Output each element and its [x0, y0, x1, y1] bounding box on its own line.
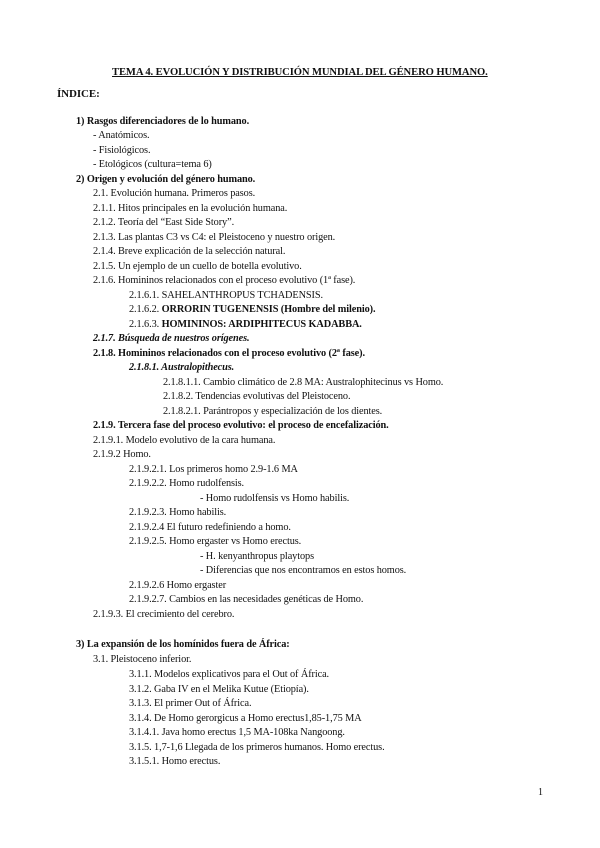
- index-entry: - Diferencias que nos encontramos en estos homos.: [200, 565, 407, 576]
- index-entry: - Homo rudolfensis vs Homo habilis.: [200, 493, 350, 504]
- index-entry: 2.1.8.2.1. Parántropos y especialización de los dientes.: [163, 406, 383, 417]
- index-entry: 2.1.6. Homininos relacionados con el proceso evolutivo (1ª fase).: [93, 275, 356, 286]
- index-entry: 2.1.9.3. El crecimiento del cerebro.: [93, 609, 235, 620]
- index-entry: 2.1.9.2.2. Homo rudolfensis.: [129, 478, 245, 489]
- index-entry: 2.1.3. Las plantas C3 vs C4: el Pleistoceno y nuestro origen.: [93, 232, 336, 243]
- index-entry: 2.1.8.1.1. Cambio climático de 2.8 MA: Australophitecinus vs Homo.: [163, 377, 444, 388]
- index-entry: 3.1.4.1. Java homo erectus 1,5 MA-108ka Nangoong.: [129, 727, 345, 738]
- index-entry: 3.1.3. El primer Out of África.: [129, 698, 252, 709]
- index-entry: 3.1.4. De Homo gerorgicus a Homo erectus1,85-1,75 MA: [129, 713, 362, 724]
- index-entry: 3) La expansión de los homínidos fuera de África:: [76, 639, 290, 650]
- index-entry: - Anatómicos.: [93, 130, 150, 141]
- index-entry: 2.1.9.1. Modelo evolutivo de la cara humana.: [93, 435, 276, 446]
- index-entry: 3.1.5. 1,7-1,6 Llegada de los primeros humanos. Homo erectus.: [129, 742, 385, 753]
- index-entry: - H. kenyanthropus playtops: [200, 551, 314, 562]
- index-entry: 2.1.6.2. ORRORIN TUGENENSIS (Hombre del milenio).: [129, 304, 376, 315]
- index-entry: 2.1. Evolución humana. Primeros pasos.: [93, 188, 256, 199]
- index-heading: ÍNDICE:: [57, 88, 100, 100]
- index-entry: 1) Rasgos diferenciadores de lo humano.: [76, 116, 250, 127]
- index-entry: 2.1.2. Teoría del “East Side Story”.: [93, 217, 235, 228]
- index-entry: 2.1.9.2.3. Homo habilis.: [129, 507, 227, 518]
- index-entry: 2.1.9. Tercera fase del proceso evolutivo: el proceso de encefalización.: [93, 420, 389, 431]
- index-entry: 3.1.5.1. Homo erectus.: [129, 756, 221, 767]
- index-entry: - Fisiológicos.: [93, 145, 151, 156]
- index-entry: 2.1.1. Hitos principales en la evolución humana.: [93, 203, 288, 214]
- index-entry: 2.1.8.1. Australopithecus.: [129, 362, 235, 373]
- index-entry: 2.1.5. Un ejemplo de un cuello de botella evolutivo.: [93, 261, 302, 272]
- index-entry: 3.1.2. Gaba IV en el Melika Kutue (Etiopía).: [129, 684, 309, 695]
- index-entry: 2.1.9.2.1. Los primeros homo 2.9-1.6 MA: [129, 464, 298, 475]
- index-entry: 2.1.8.2. Tendencias evolutivas del Pleistoceno.: [163, 391, 351, 402]
- index-entry: 2.1.4. Breve explicación de la selección natural.: [93, 246, 286, 257]
- index-entry: 3.1.1. Modelos explicativos para el Out of África.: [129, 669, 330, 680]
- index-entry: 2.1.9.2 Homo.: [93, 449, 151, 460]
- index-entry: 2.1.9.2.7. Cambios en las necesidades genéticas de Homo.: [129, 594, 364, 605]
- index-entry: 2.1.6.3. HOMININOS: ARDIPHITECUS KADABBA.: [129, 319, 362, 330]
- index-entry: 2.1.8. Homininos relacionados con el proceso evolutivo (2ª fase).: [93, 348, 365, 359]
- page-number: 1: [538, 787, 543, 798]
- document-title: TEMA 4. EVOLUCIÓN Y DISTRIBUCIÓN MUNDIAL DEL GÉNERO HUMANO.: [112, 67, 488, 78]
- index-entry: 2.1.9.2.4 El futuro redefiniendo a homo.: [129, 522, 291, 533]
- index-entry: 2.1.7. Búsqueda de nuestros orígenes.: [93, 333, 250, 344]
- index-entry: 2.1.6.1. SAHELANTHROPUS TCHADENSIS.: [129, 290, 323, 301]
- index-entry: 3.1. Pleistoceno inferior.: [93, 654, 192, 665]
- index-entry: 2) Origen y evolución del género humano.: [76, 174, 256, 185]
- index-entry: 2.1.9.2.6 Homo ergaster: [129, 580, 227, 591]
- index-entry: - Etológicos (cultura=tema 6): [93, 159, 212, 170]
- index-entry: 2.1.9.2.5. Homo ergaster vs Homo erectus.: [129, 536, 302, 547]
